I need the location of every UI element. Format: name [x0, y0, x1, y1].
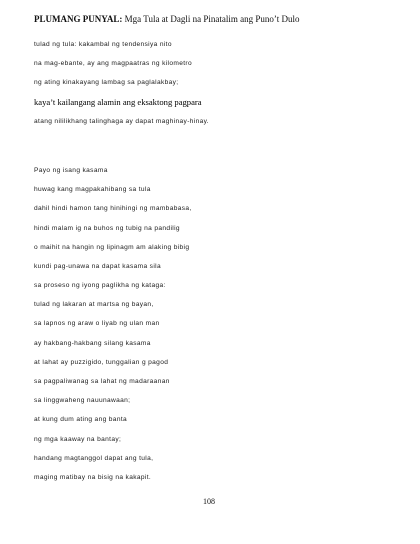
poem-body — [34, 35, 394, 487]
book-subtitle: Mga Tula at Dagli na Pinatalim ang Puno’t Dulo — [122, 14, 300, 24]
poem-line: kundi pag-unawa na dapat kasama sila — [34, 262, 161, 270]
stanza-1 — [34, 35, 394, 131]
running-header — [34, 14, 300, 24]
poem-line: handang magtanggol dapat ang tula, — [34, 454, 154, 462]
poem-line: huwag kang magpakahibang sa tula — [34, 186, 151, 194]
poem-line: sa lapnos ng araw o liyab ng ulan man — [34, 320, 160, 328]
book-title-bold: PLUMANG PUNYAL: — [34, 14, 123, 24]
poem-line: hindi malam ig na buhos ng tubig na pandilig — [34, 224, 180, 232]
poem-line: maging matibay na bisig na kakapit. — [34, 473, 152, 481]
poem-line: ng ating kinakayang lambag sa paglalakbay; — [34, 79, 179, 87]
poem-line: ay hakbang-hakbang silang kasama — [34, 339, 151, 347]
stanza-2 — [34, 161, 394, 487]
poem-line: na mag-ebante, ay ang magpaatras ng kilometro — [34, 60, 192, 68]
poem-line: atang nililikhang talinghaga ay dapat maghinay-hinay. — [34, 117, 209, 125]
page-number: 108 — [203, 497, 215, 506]
poem-line: Payo ng isang kasama — [34, 166, 108, 174]
poem-line: tulad ng lakaran at martsa ng bayan, — [34, 301, 154, 309]
poem-line: sa proseso ng iyong paglikha ng kataga: — [34, 282, 166, 290]
poem-line: sa linggwaheng nauunawaan; — [34, 397, 131, 405]
poem-line: at lahat ay puzzigido, tunggalian g pagod — [34, 358, 169, 366]
stanza-break — [34, 131, 394, 161]
poem-line: ng mga kaaway na bantay; — [34, 435, 122, 443]
poem-line: tulad ng tula: kakambal ng tendensiya nito — [34, 41, 172, 48]
poem-line: kaya’t kailangang alamin ang eksaktong pagpara — [34, 96, 202, 107]
poem-line: dahil hindi hamon tang hinihingi ng mambabasa, — [34, 205, 192, 213]
poem-line: at kung dum ating ang banta — [34, 416, 128, 424]
poem-line: o maihit na hangin ng lipinagm am alaking bibig — [34, 243, 190, 251]
poem-line: sa pagpaliwanag sa lahat ng madaraanan — [34, 378, 170, 385]
